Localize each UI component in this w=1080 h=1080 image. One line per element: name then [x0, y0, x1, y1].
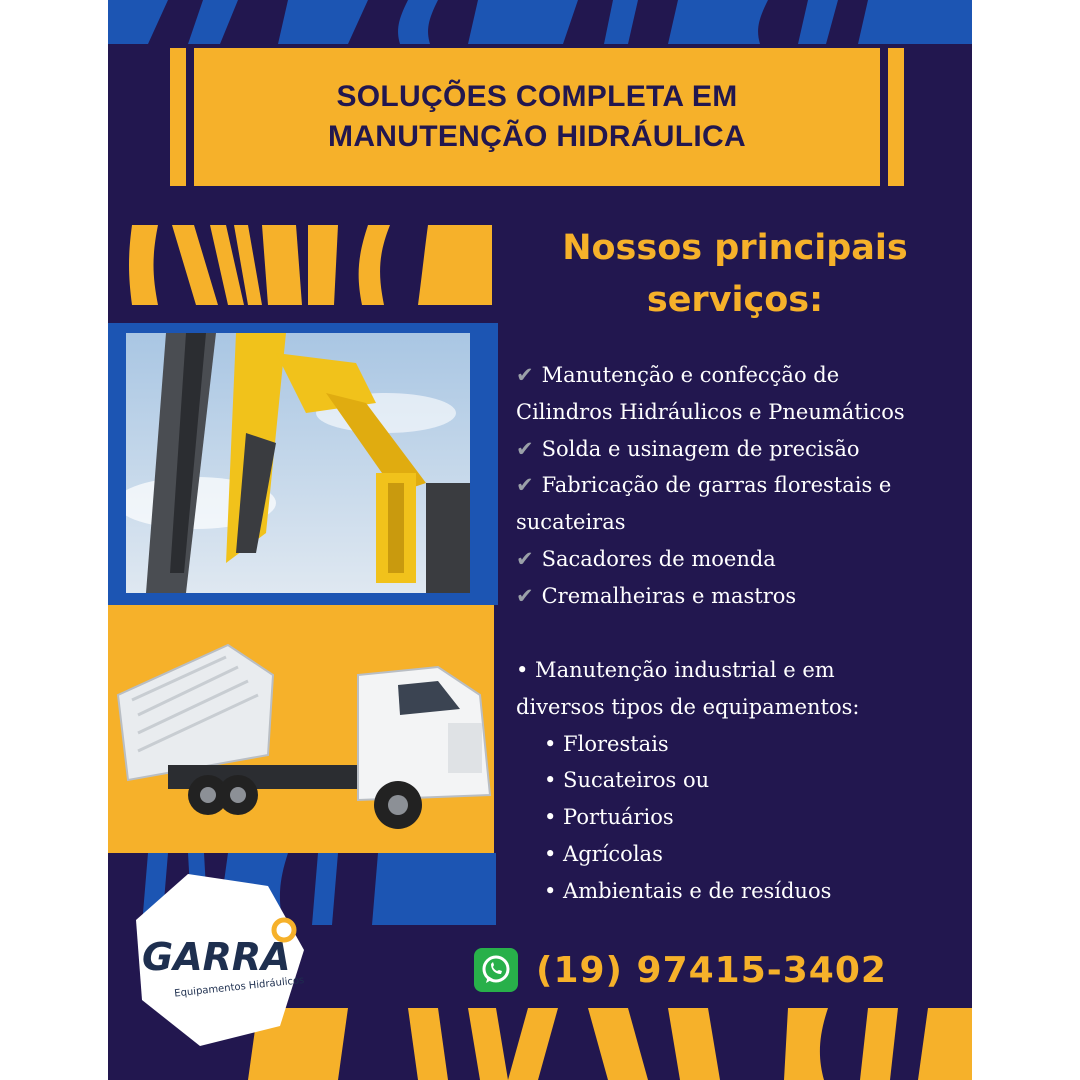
industrial-intro-line-1: • Manutenção industrial e em: [516, 658, 835, 682]
title-banner: [170, 48, 904, 186]
banner-title-line-2: MANUTENÇÃO HIDRÁULICA: [328, 120, 746, 153]
check-icon: ✔: [516, 363, 534, 387]
yellow-stripes: [128, 225, 518, 305]
services-heading: [518, 222, 952, 326]
industrial-intro-line-2: diversos tipos de equipamentos:: [516, 694, 860, 719]
service-line: ✔ Sacadores de moenda: [516, 546, 776, 571]
truck-photo: [108, 605, 494, 853]
service-line: ✔ Manutenção e confecção de: [516, 363, 840, 387]
logo-name: GARRA: [142, 935, 291, 979]
service-line: ✔ Fabricação de garras florestais e: [516, 473, 892, 498]
whatsapp-icon[interactable]: [474, 948, 518, 992]
industrial-list: [516, 652, 966, 910]
check-icon: ✔: [516, 436, 534, 461]
list-item: • Florestais: [544, 731, 669, 756]
services-list: [516, 357, 966, 615]
services-heading-line-2: serviços:: [646, 280, 824, 320]
poster: [108, 0, 972, 1080]
truck-photo-panel: [108, 605, 494, 853]
service-line: ✔ Solda e usinagem de precisão: [516, 436, 860, 461]
service-line: sucateiras: [516, 510, 626, 535]
left-art-column: [108, 225, 498, 925]
banner-title-line-1: SOLUÇÕES COMPLETA EM: [336, 80, 738, 113]
list-item: • Sucateiros ou: [544, 768, 710, 793]
banner-right-bar: [888, 48, 904, 186]
phone-number[interactable]: (19) 97415-3402: [536, 949, 887, 991]
garra-logo: [128, 870, 308, 1050]
check-icon: ✔: [516, 583, 534, 608]
crane-photo: [126, 333, 470, 593]
contact: [474, 948, 887, 992]
check-icon: ✔: [516, 473, 534, 498]
service-line: Cilindros Hidráulicos e Pneumáticos: [516, 399, 905, 424]
logo-tagline: Equipamentos Hidráulicos: [173, 974, 305, 1000]
banner-left-bar: [170, 48, 186, 186]
services-heading-line-1: Nossos principais: [562, 228, 908, 268]
top-stripes: [108, 0, 972, 44]
service-line: ✔ Cremalheiras e mastros: [516, 583, 797, 608]
banner-box: [194, 48, 880, 186]
check-icon: ✔: [516, 546, 534, 571]
list-item: • Agrícolas: [544, 841, 663, 866]
list-item: • Portuários: [544, 805, 674, 830]
list-item: • Ambientais e de resíduos: [544, 878, 832, 903]
